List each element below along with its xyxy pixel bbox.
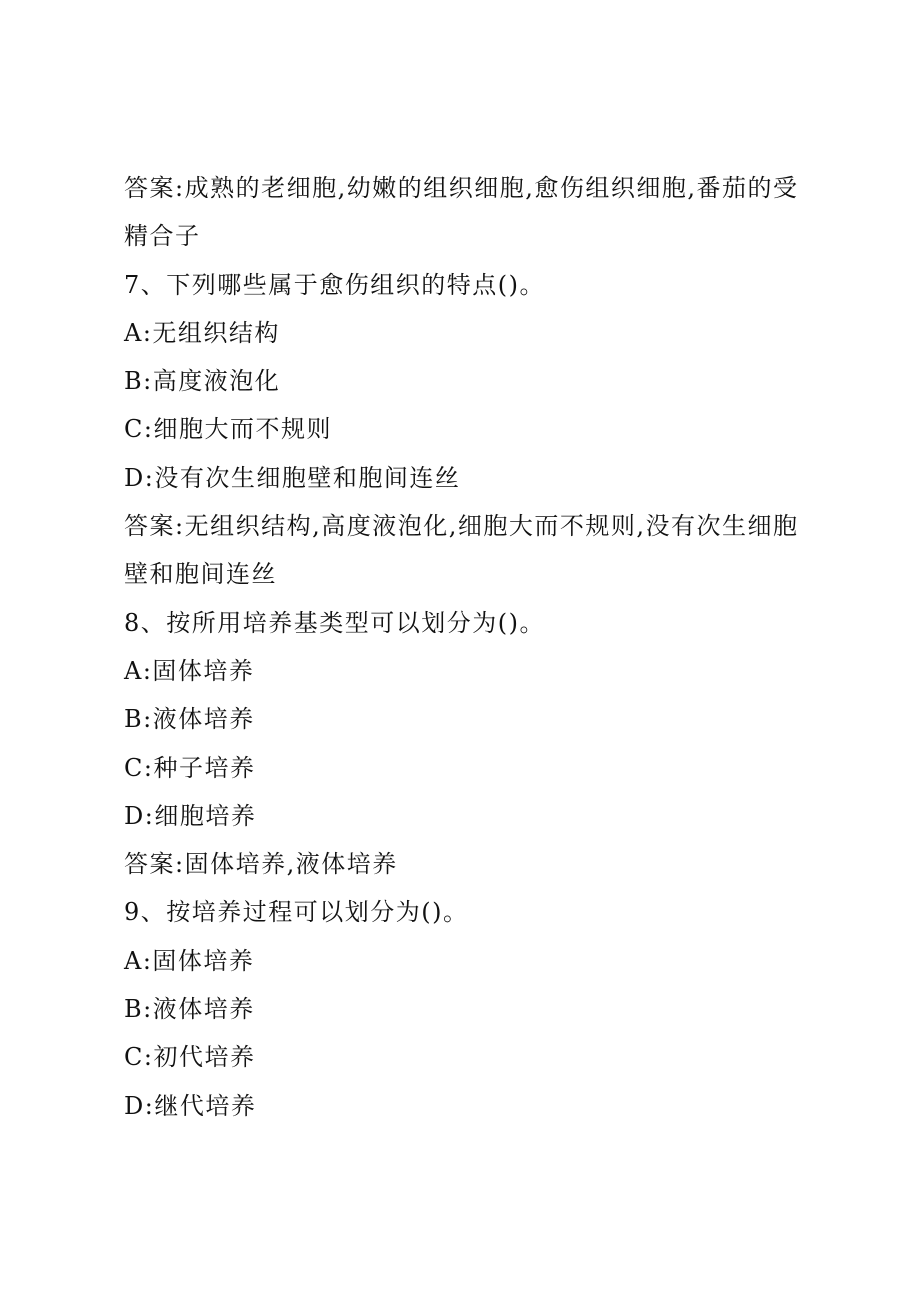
question-9-option-c: C:初代培养 xyxy=(124,1043,256,1072)
question-8-answer: 答案:固体培养,液体培养 xyxy=(124,850,398,879)
question-9-option-d: D:继代培养 xyxy=(124,1091,257,1120)
question-7-option-d: D:没有次生细胞壁和胞间连丝 xyxy=(124,463,461,492)
question-9: 9、按培养过程可以划分为()。 xyxy=(124,898,469,927)
question-9-option-b: B:液体培养 xyxy=(124,995,255,1024)
question-7-option-b: B:高度液泡化 xyxy=(124,367,281,396)
question-8: 8、按所用培养基类型可以划分为()。 xyxy=(124,608,545,637)
question-7-answer: 答案:无组织结构,高度液泡化,细胞大而不规则,没有次生细胞 xyxy=(124,512,799,541)
question-8-option-d: D:细胞培养 xyxy=(124,801,257,830)
document-body xyxy=(124,164,804,1130)
question-8-option-a: A:固体培养 xyxy=(124,656,255,685)
question-7: 7、下列哪些属于愈伤组织的特点()。 xyxy=(124,270,545,299)
answer-line-continued: 精合子 xyxy=(124,222,201,251)
question-7-option-a: A:无组织结构 xyxy=(124,318,280,347)
answer-line: 答案:成熟的老细胞,幼嫩的组织细胞,愈伤组织细胞,番茄的受 xyxy=(124,174,799,202)
question-9-option-a: A:固体培养 xyxy=(124,946,255,975)
question-8-option-c: C:种子培养 xyxy=(124,753,256,782)
question-8-option-b: B:液体培养 xyxy=(124,705,255,734)
question-7-answer-continued: 壁和胞间连丝 xyxy=(124,560,277,589)
question-7-option-c: C:细胞大而不规则 xyxy=(124,415,332,444)
